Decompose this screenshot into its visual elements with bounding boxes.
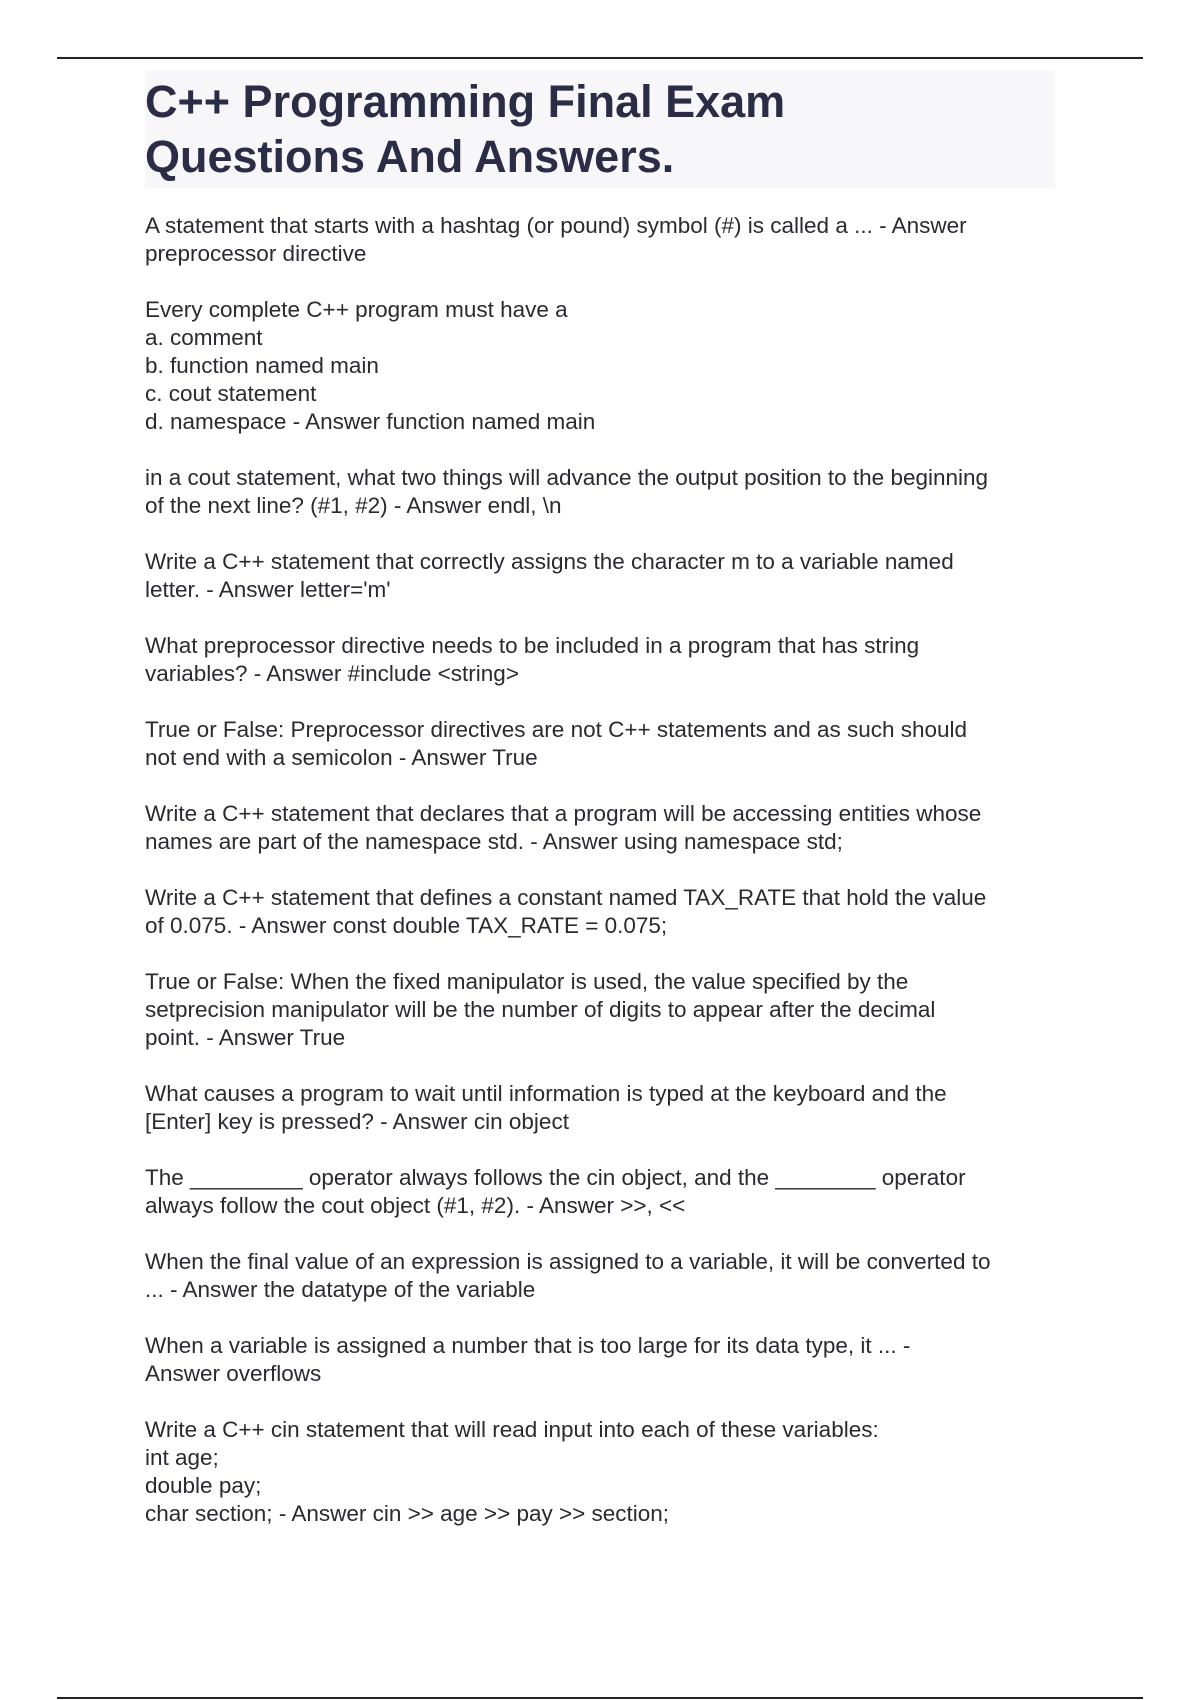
qa-list [145, 212, 1055, 1528]
qa-line: A statement that starts with a hashtag (or pound) symbol (#) is called a ... - Answer [145, 213, 967, 238]
qa-item [145, 800, 1055, 856]
qa-line: Every complete C++ program must have a [145, 297, 568, 322]
qa-item [145, 1248, 1055, 1304]
qa-item [145, 716, 1055, 772]
qa-line: Answer overflows [145, 1361, 322, 1386]
qa-item [145, 464, 1055, 520]
document-title [145, 74, 1055, 184]
qa-item [145, 1416, 1055, 1528]
qa-line: a. comment [145, 325, 263, 350]
qa-line: always follow the cout object (#1, #2). - Answer >>, << [145, 1193, 686, 1218]
qa-line: True or False: Preprocessor directives are not C++ statements and as such should [145, 717, 968, 742]
title-block [145, 70, 1055, 188]
document-body [145, 70, 1055, 1556]
qa-line: When a variable is assigned a number that is too large for its data type, it ... - [145, 1333, 911, 1358]
qa-line: What preprocessor directive needs to be included in a program that has string [145, 633, 920, 658]
qa-line: in a cout statement, what two things will advance the output position to the beginning [145, 465, 989, 490]
qa-line: Write a C++ statement that declares that a program will be accessing entities whose [145, 801, 982, 826]
qa-item [145, 548, 1055, 604]
qa-line: variables? - Answer #include <string> [145, 661, 519, 686]
bottom-rule [57, 1697, 1143, 1699]
qa-line: ... - Answer the datatype of the variable [145, 1277, 536, 1302]
qa-line: Write a C++ statement that defines a constant named TAX_RATE that hold the value [145, 885, 987, 910]
qa-line: double pay; [145, 1473, 262, 1498]
qa-item [145, 968, 1055, 1052]
qa-line: The _________ operator always follows the cin object, and the ________ operator [145, 1165, 966, 1190]
qa-line: What causes a program to wait until information is typed at the keyboard and the [145, 1081, 947, 1106]
qa-line: True or False: When the fixed manipulator is used, the value specified by the [145, 969, 909, 994]
title-line: C++ Programming Final Exam [145, 76, 786, 127]
qa-line: Write a C++ statement that correctly assigns the character m to a variable named [145, 549, 954, 574]
qa-line: preprocessor directive [145, 241, 367, 266]
qa-line: c. cout statement [145, 381, 317, 406]
qa-line: [Enter] key is pressed? - Answer cin object [145, 1109, 569, 1134]
qa-item [145, 1164, 1055, 1220]
qa-item [145, 884, 1055, 940]
top-rule [57, 57, 1143, 59]
qa-line: char section; - Answer cin >> age >> pay >> section; [145, 1501, 670, 1526]
qa-item [145, 212, 1055, 268]
title-line: Questions And Answers. [145, 131, 675, 182]
qa-line: d. namespace - Answer function named main [145, 409, 596, 434]
qa-line: of the next line? (#1, #2) - Answer endl, \n [145, 493, 562, 518]
qa-line: When the final value of an expression is assigned to a variable, it will be converted to [145, 1249, 991, 1274]
qa-line: names are part of the namespace std. - Answer using namespace std; [145, 829, 843, 854]
qa-line: Write a C++ cin statement that will read input into each of these variables: [145, 1417, 879, 1442]
qa-item [145, 296, 1055, 436]
qa-line: not end with a semicolon - Answer True [145, 745, 538, 770]
qa-line: of 0.075. - Answer const double TAX_RATE = 0.075; [145, 913, 668, 938]
qa-line: b. function named main [145, 353, 379, 378]
qa-item [145, 632, 1055, 688]
qa-line: int age; [145, 1445, 219, 1470]
qa-item [145, 1332, 1055, 1388]
qa-line: point. - Answer True [145, 1025, 346, 1050]
qa-line: setprecision manipulator will be the number of digits to appear after the decimal [145, 997, 936, 1022]
qa-item [145, 1080, 1055, 1136]
qa-line: letter. - Answer letter='m' [145, 577, 391, 602]
